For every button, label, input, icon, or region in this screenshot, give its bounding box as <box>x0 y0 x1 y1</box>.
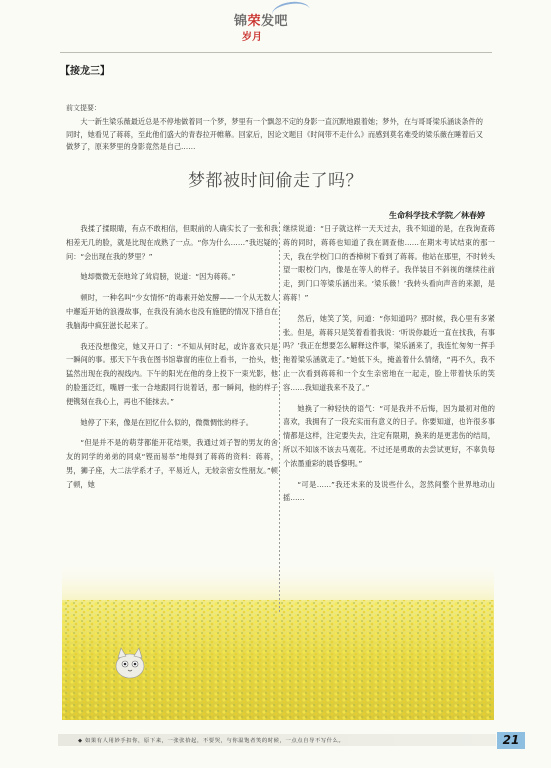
logo-subtitle: 岁月 <box>242 32 262 43</box>
paragraph: 继续说道：“日子就这样一天天过去，我不知道的是，在我询查蒋蒋的同时，蒋蒋也知道了我在调查他……在期末考试结束的那一天，我在学校门口的香樟树下看到了蒋蒋。他站在那里，不时转头望一眼校门内，像是在等人的样子。我佯装目不斜视的继续往前走，到门口等梁乐涵出来。‘梁乐薇！’我转头看向声音的来源，是蒋蒋！” <box>283 224 495 302</box>
paragraph: “可是……”我还未来的及说些什么，忽然间整个世界地动山摇…… <box>283 479 495 503</box>
paragraph: 顿时，一种名叫“少女情怀”的毒素开始发酵——一个从无数人中邂逅开始的浪漫故事，在我没有淌水也没有施肥的情况下措自在我脑海中疯狂滋长起来了。 <box>66 293 278 330</box>
paragraph: 她换了一种轻快的语气：“可是我并不后悔，因为最初对他的喜欢，我拥有了一段充实而有意义的日子。你要知道，也许很多事情都是这样，注定要失去，注定有限期，换来的是更悲伤的结局，所以不知该不该去马观花。不过还是勇敢的去尝试更好，不辜负每个浓墨重彩的晨昏黎明。” <box>283 403 495 468</box>
prelude-label: 前文提要： <box>66 104 101 112</box>
header-rule <box>60 52 492 53</box>
paragraph: 我揉了揉眼睛，有点不敢相信，但眼前的人确实长了一张和我相差无几的脸，就是比现在成熟了一点。“你为什么……”我迟疑的问：“会出现在我的梦里？” <box>66 224 278 261</box>
paragraph: 然后，她笑了笑，问道：“你知道吗？那时候，我心里有多紧张。但是，蒋蒋只是笑着看着我说：‘听说你最近一直在找我，有事吗？’我正在想要怎么解释这件事，梁乐涵来了，我连忙匆匆一挥手拖着梁乐涵就走了。”她低下头，掩盖着什么情绪，“再不久，我不止一次看到蒋蒋和一个女生亲密地在一起走，脸上带着快乐的笑容……我知道我来不及了。” <box>283 313 495 392</box>
paragraph: 她停了下来，像是在回忆什么似的，微微惆怅的样子。 <box>80 417 253 427</box>
article-column-left <box>66 222 278 499</box>
paragraph: 我还没想像完，她又开口了：“不知从何时起，或许喜欢只是一瞬间的事。那天下午我在图书馆靠窗的座位上看书，一抬头，他猛然出现在我的视线内。下午的阳光在他的身上投下一束光影，他的脸蛋泛红，嘴唇一张一合地跟同行说着话，那一瞬间，他的样子便镌刻在我心上，再也不能抹去。” <box>66 341 278 406</box>
logo-char-3: 发吧 <box>261 14 289 29</box>
article-column-right <box>283 222 495 512</box>
article-title: 梦都被时间偷走了吗？ <box>188 171 363 191</box>
logo-char-2: 荣 <box>247 14 262 29</box>
paragraph: “但是并不是的萌芽都能开花结果，我通过刘子智的男友的舍友的同学的弟弟的同桌“铿而易举”地得到了蒋蒋的资料：蒋蒋，男，狮子座，大二法学系才子，平易近人，无较亲密女性朋友。”顿了顿，她 <box>66 438 278 489</box>
paragraph: 她却微微无奈地耸了耸肩膀，说道：“因为蒋蒋。” <box>80 272 236 282</box>
prelude-text: 大一新生梁乐薇最近总是不停地做着同一个梦，梦里有一个飘忽不定的身影一直沉默地跟着她；梦外，在与哥哥梁乐涵谈条件的同时，她看见了蒋蒋，至此他们盛大的青春拉开帷幕。回家后，因论文题目《时间带不走什么》而感到莫名难受的梁乐薇在睡着后又做梦了，原来梦里的身影竟然是自己…… <box>66 117 483 151</box>
logo-char-1: 锦 <box>234 14 248 29</box>
magazine-logo <box>234 8 314 50</box>
article-author: 生命科学技术学院／林春婷 <box>389 211 485 220</box>
footer-quote: ◆ 如果有人用妙手扣你，原下来，一张张拾起，不要哭，与你温饱者笑的时候，一点点自导不写什么。 <box>78 738 345 744</box>
page-number: 21 <box>497 732 525 749</box>
kitten-illustration <box>108 640 152 684</box>
column-divider <box>279 222 280 612</box>
logo-title <box>234 10 288 29</box>
section-tag: 【接龙三】 <box>60 66 110 77</box>
